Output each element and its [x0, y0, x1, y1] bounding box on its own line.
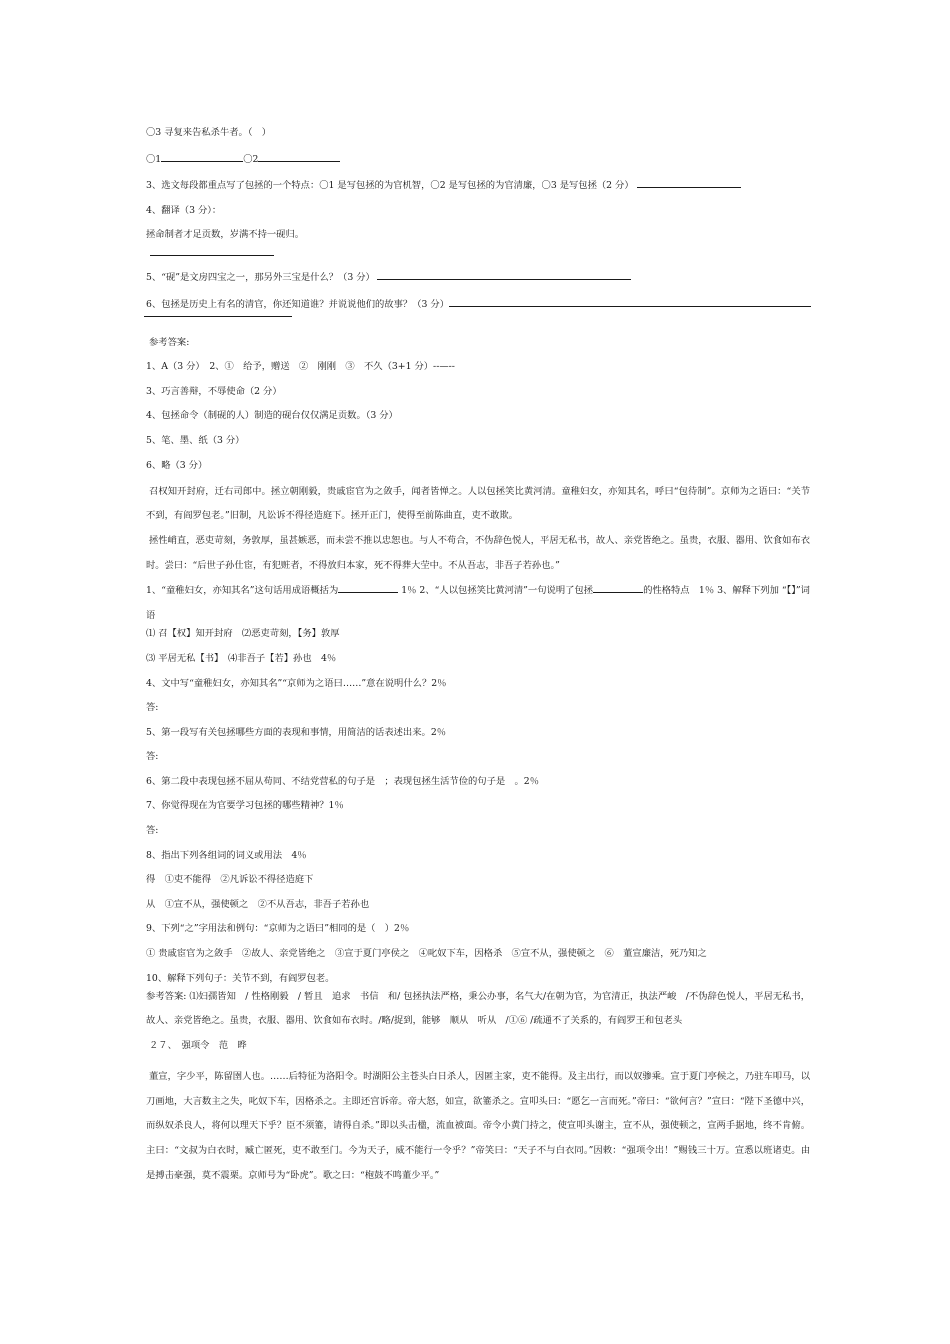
- answer-blank-trait[interactable]: [593, 583, 643, 593]
- answer-item: 6、略（3 分）: [146, 459, 208, 471]
- question-5-text: 5、“砚”是文房四宝之一，那另外三宝是什么？（3 分）: [146, 271, 375, 283]
- answer-item: 4、包拯命令（制砚的人）制造的砚台仅仅满足贡数。（3 分）: [146, 410, 398, 422]
- question-3-items: ⑴ 召【权】知开封府 ⑵恶吏苛刻，【务】敦厚: [146, 628, 340, 640]
- question-6: [146, 297, 810, 311]
- answer-prompt: 答:: [146, 825, 159, 837]
- blank-2-label: 〇2: [243, 153, 259, 165]
- answer-blank-3[interactable]: [637, 178, 741, 188]
- section-title: ２７、 强项令 范 晔: [149, 1040, 247, 1052]
- answer-blanks-row: [146, 152, 810, 166]
- question-3-text: 3、选文每段都重点写了包拯的一个特点：〇1 是写包拯的为官机智，〇2 是写包拯的为官清廉，〇3 是写包拯（2 分）: [146, 180, 634, 192]
- answer-item: 3、巧言善辩，不辱使命（2 分）: [146, 385, 282, 397]
- answer-item: 1、A（3 分） 2、① 给予，赠送 ② 刚刚 ③ 不久（3+1 分）--—--: [146, 361, 455, 373]
- question-8: 8、指出下列各组词的词义或用法 4％: [146, 849, 307, 861]
- question-5: 5、第一段写有关包拯哪些方面的表现和事情，用简洁的话表述出来。2％: [146, 726, 447, 738]
- question-5: [146, 270, 810, 284]
- answer-prompt: 答:: [146, 702, 159, 714]
- question-4: 4、文中写“童稚妇女，亦知其名”“京师为之语曰……”意在说明什么？2％: [146, 677, 447, 689]
- question-7: 7、你觉得现在为官要学习包拯的哪些精神？1％: [146, 800, 344, 812]
- answer-blank-6[interactable]: [449, 297, 811, 307]
- question-9-options: ① 贵戚宦官为之敛手 ②故人、亲党皆绝之 ③宣于夏门亭侯之 ④叱奴下车，因格杀 ⑤宣不从，强使顿之 ⑥ 董宣廉洁，死乃知之: [146, 948, 707, 960]
- question-3-items: ⑶ 平居无私【书】 ⑷非吾子【若】孙也 4％: [146, 652, 337, 664]
- answer-blank-idiom[interactable]: [338, 583, 398, 593]
- question-3: [146, 178, 810, 192]
- blank-1-label: 〇1: [146, 153, 162, 165]
- question-8-item: 得 ①吏不能得 ②凡诉讼不得径造庭下: [146, 874, 314, 886]
- question-3-text: 的性格特点 1％ 3、解释下列加: [643, 584, 779, 596]
- passage-paragraph: 召权知开封府，迁右司郎中。拯立朝刚毅，贵戚宦官为之敛手，闻者皆惮之。人以包拯笑比黄河清。童稚妇女，亦知其名，呼曰“包待制”。京师为之语曰：“关节不到，有阎罗包老。”旧制，凡讼诉不得径造庭下。拯开正门，使得至前陈曲直，吏不敢欺。: [146, 485, 810, 522]
- question-9: 9、下列“之”字用法和例句：“京师为之语曰”相同的是（ ）2％: [146, 923, 410, 935]
- question-4: 4、翻译（3 分）：: [146, 204, 222, 216]
- question-3-cont: “【】”词语: [146, 584, 810, 621]
- question-10: 10、解释下列句子：关节不到，有阎罗包老。: [146, 972, 335, 984]
- answer-blank-6-continued[interactable]: [146, 315, 810, 317]
- answers-heading: 参考答案:: [149, 336, 190, 348]
- answer-prompt: 答:: [146, 751, 159, 763]
- answer-blank-5[interactable]: [377, 270, 631, 280]
- question-6-text: 6、包拯是历史上有名的清官，你还知道谁？并说说他们的故事？（3 分）: [146, 298, 449, 310]
- answers-2: 参考答案: ⑴妇孺皆知 / 性格刚毅 / 暂且 追求 书信 和/ 包拯执法严格，秉公办事，名气大/在朝为官，为官清正，执法严峻 /不伪辞色悦人，平居无私书，故人、亲党皆绝之。虽贵，衣服、器用、饮食如布衣时。/略/捉到，能够 顺从 听从 /①⑥ /疏通不了关系的，有阎罗王和包老头: [146, 990, 810, 1027]
- translation-sentence: 拯命制者才足贡数，岁满不持一砚归。: [146, 229, 305, 241]
- question-2-text: 1％ 2、“人以包拯笑比黄河清”一句说明了包拯: [401, 584, 594, 596]
- question-item-3: 〇3 寻复来告私杀牛者。（ ）: [146, 127, 272, 138]
- document-page: [146, 127, 810, 1201]
- answer-item: 5、笔、墨、纸（3 分）: [146, 434, 245, 446]
- passage-paragraph: 拯性峭直，恶吏苛刻，务敦厚，虽甚嫉恶，而未尝不推以忠恕也。与人不苟合，不伪辞色悦人，平居无私书，故人、亲党皆绝之。虽贵，衣服、器用、饮食如布衣时。尝曰：“后世子孙仕宦，有犯赃者，不得放归本家，死不得葬大茔中。不从吾志，非吾子若孙也。”: [146, 535, 810, 571]
- question-8-item: 从 ①宣不从，强使顿之 ②不从吾志，非吾子若孙也: [146, 898, 370, 910]
- passage-paragraph: 董宣，字少平，陈留圉人也。……后特征为洛阳令。时湖阳公主苍头白日杀人，因匿主家，吏不能得。及主出行，而以奴骖乘。宣于夏门亭候之，乃驻车叩马，以刀画地，大言数主之失，叱奴下车，因格杀之。主即还宫诉帝。帝大怒，如宣，欲箠杀之。宣叩头曰：“愿乞一言而死。”帝曰：“欲何言？”宣曰：“陛下圣德中兴，而纵奴杀良人，将何以理天下乎？臣不须箠，请得自杀。”即以头击楹，流血被面。帝令小黄门持之，使宣叩头谢主，宣不从，强使顿之，宣两手据地，终不肯俯。主曰：“文叔为白衣时，臧亡匿死，吏不敢至门。今为天子，威不能行一令乎？”帝笑曰：“天子不与白衣同。”因敕：“强项令出！”赐钱三十万。宣悉以班诸吏。由是搏击豪强，莫不震栗。京师号为“卧虎”。歌之曰：“枹鼓不鸣董少平。”: [146, 1070, 810, 1181]
- answer-blank-2[interactable]: [258, 152, 340, 162]
- question-1-3: [146, 579, 810, 629]
- question-6: 6、第二段中表现包拯不屈从苟同、不结党营私的句子是 ；表现包拯生活节俭的句子是 。2％: [146, 775, 540, 787]
- question-1-text: 1、“童稚妇女，亦知其名”这句话用成语概括为: [146, 584, 339, 596]
- translation-answer-line[interactable]: [146, 254, 810, 256]
- answer-blank-1[interactable]: [161, 152, 243, 162]
